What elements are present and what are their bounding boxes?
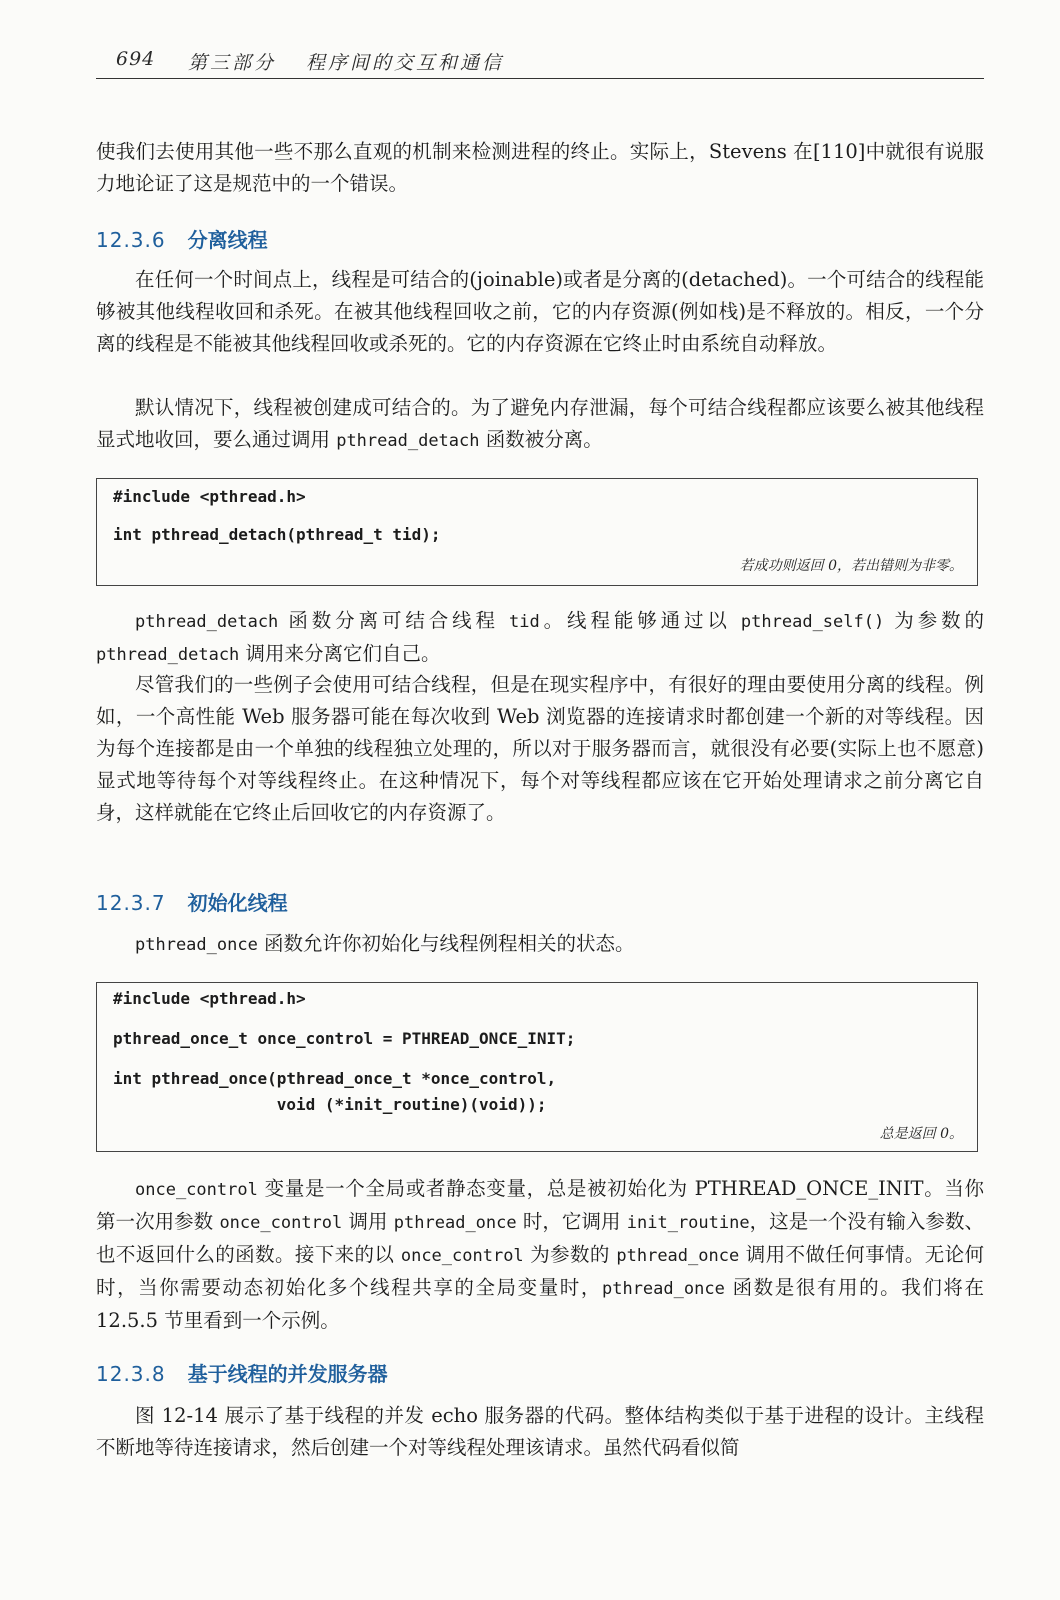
code-inline: pthread_detach <box>135 612 279 632</box>
code-inline: once_control <box>135 1180 258 1200</box>
section-heading-12-3-8 <box>96 1358 388 1387</box>
code-inline: pthread_once <box>601 1279 725 1299</box>
text-run: 函数被分离。 <box>479 428 603 451</box>
code-inline: pthread_once <box>616 1246 740 1266</box>
code-box-detach <box>96 478 978 586</box>
code-line: pthread_once_t once_control = PTHREAD_ONCE_INIT; <box>113 1029 576 1048</box>
page-header <box>96 46 984 79</box>
text-run: 默认情况下，线程被创建成可结合的。为了避免内存泄漏，每个可结合线程都应该要么被其他线程显式地收回，要么通过调用 <box>96 396 984 451</box>
section-title: 初始化线程 <box>187 891 288 915</box>
detach-paragraph-4: 尽管我们的一些例子会使用可结合线程，但是在现实程序中，有很好的理由要使用分离的线程。例如，一个高性能 Web 服务器可能在每次收到 Web 浏览器的连接请求时都创建一个新的对等线程。因为每个连接都是由一个单独的线程独立处理的，所以对于服务器而言，就很没有必要(实际上也不愿意)显式地等待每个对等线程终止。在这种情况下，每个对等线程都应该在它开始处理请求之前分离它自身，这样就能在它终止后回收它的内存资源了。 <box>96 673 984 824</box>
text-run: 为参数的 <box>523 1243 617 1266</box>
once-paragraph-1 <box>96 928 984 961</box>
code-line: #include <pthread.h> <box>113 487 306 506</box>
code-line: void (*init_routine)(void)); <box>113 1095 547 1114</box>
code-inline: pthread_self() <box>740 612 885 632</box>
text-run: 为参数的 <box>884 609 984 632</box>
part-title: 程序间的交互和通信 <box>306 52 505 74</box>
code-inline: pthread_once <box>393 1213 517 1233</box>
text-run: 变量是一个全局或者静态变量，总是被初始化为 PTHREAD_ONCE_INIT。当你第一次用参数 <box>96 1177 984 1233</box>
part-label: 第三部分 <box>188 52 277 74</box>
section-title: 基于线程的并发服务器 <box>187 1362 388 1386</box>
code-inline: once_control <box>400 1246 524 1266</box>
text-run: ，这是一个没有输入参数、也不返回什么的函数。接下来的以 <box>96 1210 984 1266</box>
section-number: 12.3.7 <box>96 891 166 915</box>
page-number: 694 <box>116 48 156 70</box>
code-inline: pthread_detach <box>336 431 480 451</box>
section-title: 分离线程 <box>187 228 268 252</box>
text-run: 时，它调用 <box>516 1210 627 1233</box>
section-heading-12-3-6 <box>96 224 268 253</box>
return-note: 总是返回 0。 <box>879 1126 963 1142</box>
code-line: #include <pthread.h> <box>113 989 306 1008</box>
text-run: 调用来分离它们自己。 <box>239 642 441 665</box>
code-line: int pthread_once(pthread_once_t *once_control, <box>113 1069 557 1088</box>
detach-paragraph-1: 在任何一个时间点上，线程是可结合的(joinable)或者是分离的(detached)。一个可结合的线程能够被其他线程收回和杀死。在被其他线程回收之前，它的内存资源(例如栈)是不释放的。相反，一个分离的线程是不能被其他线程回收或杀死的。它的内存资源在它终止时由系统自动释放。 <box>96 268 984 355</box>
code-inline: init_routine <box>626 1213 750 1233</box>
code-line: int pthread_detach(pthread_t tid); <box>113 525 441 544</box>
detach-paragraph-2 <box>96 392 984 457</box>
text-run: 函数分离可结合线程 <box>278 609 510 632</box>
text-run: 调用 <box>342 1210 394 1233</box>
text-run: 函数是很有用的。我们将在 12.5.5 节里看到一个示例。 <box>96 1276 984 1332</box>
section-heading-12-3-7 <box>96 887 288 916</box>
code-box-once <box>96 982 978 1152</box>
code-inline: once_control <box>219 1213 343 1233</box>
text-run: 。线程能够通过以 <box>539 609 741 632</box>
code-inline: pthread_detach <box>96 645 240 665</box>
return-note: 若成功则返回 0，若出错则为非零。 <box>739 558 963 574</box>
once-paragraph-2 <box>96 1173 984 1337</box>
detach-paragraph-3 <box>96 605 984 671</box>
text-run: 函数允许你初始化与线程例程相关的状态。 <box>257 932 635 955</box>
intro-paragraph: 使我们去使用其他一些不那么直观的机制来检测进程的终止。实际上，Stevens 在[110]中就很有说服力地论证了这是规范中的一个错误。 <box>96 140 984 195</box>
section-number: 12.3.8 <box>96 1362 166 1386</box>
server-paragraph: 图 12-14 展示了基于线程的并发 echo 服务器的代码。整体结构类似于基于进程的设计。主线程不断地等待连接请求，然后创建一个对等线程处理该请求。虽然代码看似简 <box>96 1404 984 1459</box>
code-inline: pthread_once <box>135 935 258 955</box>
text-run: 调用不做任何事情。无论何时，当你需要动态初始化多个线程共享的全局变量时， <box>96 1243 985 1299</box>
section-number: 12.3.6 <box>96 228 166 252</box>
code-inline: tid <box>509 612 540 632</box>
